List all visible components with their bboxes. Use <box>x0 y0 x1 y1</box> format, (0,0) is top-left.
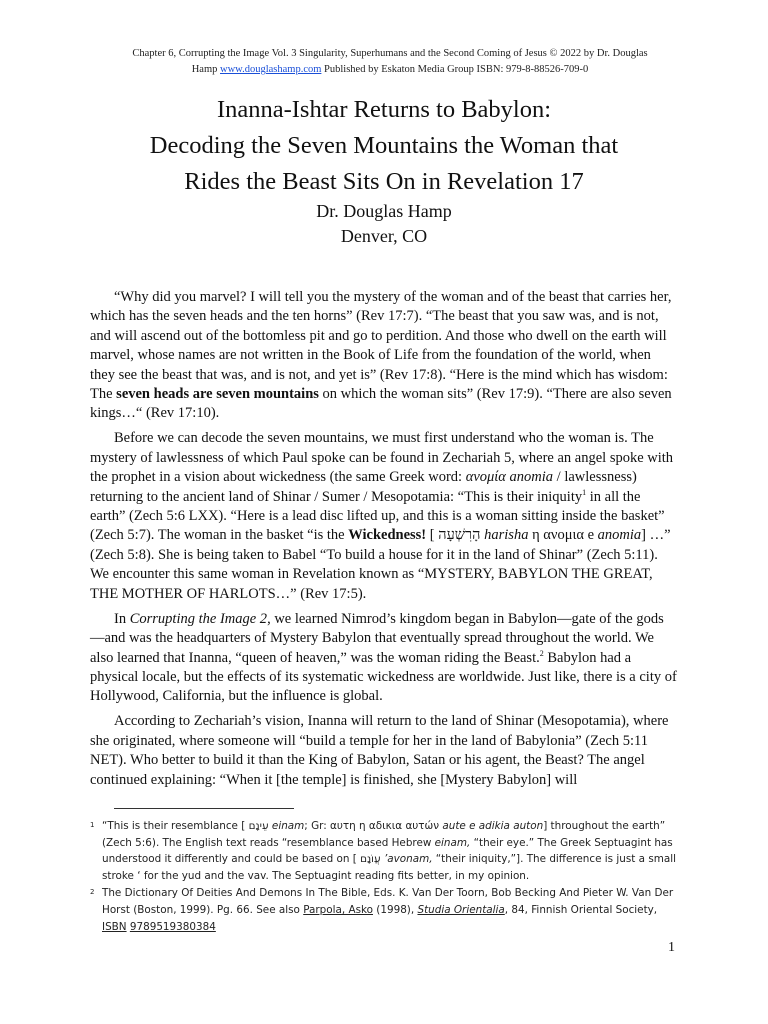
italic-text: harisha <box>484 527 529 544</box>
text-run: (1998), <box>373 903 418 916</box>
footnote-number: 1 <box>90 821 95 829</box>
text-run: , 84, Finnish Oriental Society, <box>504 903 658 916</box>
text-run: Babylon had a physical locale, but the effects of its systematic wickedness are worldwide. Just like, there is a city of Hollywood, California, but the influence is global. <box>90 649 677 705</box>
text-run: η ανομια e <box>528 527 598 544</box>
document-title <box>100 92 668 200</box>
text-run: ] throughout the earth” (Zech 5:6). The English text reads “resemblance based Hebrew <box>102 820 666 849</box>
italic-text: ’avonam, <box>383 853 433 866</box>
paragraph-4 <box>90 712 678 790</box>
body-text <box>90 288 678 796</box>
italic-text: einam, <box>434 836 471 849</box>
journal-link[interactable]: Studia Orientalia <box>417 903 505 916</box>
text-run: ] …” (Zech 5:8). She is being taken to Babel “To build a house for it in the land of Shinar” (Zech 5:11). We encounter this same woman in Revelation known as “MYSTERY, BABYLON THE GREAT, THE MOTHER OF HARLOTS…” (Rev 17:5). <box>90 527 671 602</box>
header-publisher: Published by Eskaton Media Group ISBN: 979-8-88526-709-0 <box>321 64 589 75</box>
author-block <box>100 199 668 249</box>
author-link[interactable]: Parpola, Asko <box>303 903 373 916</box>
isbn-number-link[interactable]: 9789519380384 <box>129 920 216 933</box>
footnote-number: 2 <box>90 888 95 897</box>
text-run: in all the earth” (Zech 5:6 LXX). “Here is a lead disc lifted up, and this is a woman sitting inside the basket” (Zech 5:7). The woman in the basket “is the <box>90 488 665 544</box>
isbn-link[interactable]: ISBN <box>102 920 127 933</box>
footnotes <box>90 818 678 936</box>
text-run: on which the woman sits” (Rev 17:9). “There are also seven kings…“ (Rev 17:10). <box>90 386 672 422</box>
text-run: ; Gr: αυτη η αδικια αυτών <box>304 820 443 832</box>
footnote-ref-1[interactable]: 1 <box>582 487 587 497</box>
text-run: “This is their resemblance [ עֵינָם <box>102 820 272 832</box>
title-line-2: Decoding the Seven Mountains the Woman that <box>149 132 619 159</box>
footnote-2 <box>90 885 678 935</box>
author-name: Dr. Douglas Hamp <box>316 201 452 221</box>
text-run: “their eye.” The Greek Septuagint has understood it differently and could be based on [ עֲוֹנָם <box>102 836 673 866</box>
text-run: The Dictionary Of Deities And Demons In The Bible, Eds. K. Van Der Toorn, Bob Becking And Pieter W. Van Der Horst (Boston, 1999). Pg. 66. See also <box>102 887 674 916</box>
page-number: 1 <box>668 940 675 955</box>
paragraph-3 <box>90 610 678 707</box>
running-header <box>110 46 670 78</box>
text-run: In <box>114 610 130 627</box>
text-run: According to Zechariah’s vision, Inanna will return to the land of Shinar (Mesopotamia), where she originated, where someone will “build a temple for her in the land of Babylonia” (Zech 5:11 NET). Who better to build it than the King of Babylon, Satan or his agent, the Beast? The angel continued explaining: “When it [the temple] is finished, she [Mystery Babylon] will <box>90 713 669 788</box>
italic-text: aute e adikia auton <box>442 820 544 832</box>
author-location: Denver, CO <box>340 226 428 246</box>
italic-text: anomia <box>597 527 642 544</box>
text-run: , we learned Nimrod’s kingdom began in Babylon—gate of the gods—and was the headquarters of Mystery Babylon that eventually spread throughout the world. We also learned that Inanna, “queen of heaven,” was the woman riding the Beast. <box>90 610 664 666</box>
italic-text: einam <box>271 820 305 832</box>
title-line-1: Inanna-Ishtar Returns to Babylon: <box>216 96 552 123</box>
website-link[interactable]: www.douglashamp.com <box>220 64 322 75</box>
text-run: “Why did you marvel? I will tell you the mystery of the woman and of the beast that carries her, which has the seven heads and the ten horns” (Rev 17:7). “The beast that you saw was, and is not, and will ascend out of the bottomless pit and go to perdition. And those who dwell on the earth will marvel, whose names are not written in the Book of Life from the foundation of the world, when they see the beast that was, and is not, and yet is” (Rev 17:8). “Here is the mind which has wisdom: The <box>90 289 672 403</box>
text-run: “their iniquity,”]. The difference is just a small stroke ‘ for the yud and the vav. The Septuagint reading fits better, in my opinion. <box>102 853 676 882</box>
italic-text: ανομία anomia <box>465 469 554 486</box>
footnote-ref-2[interactable]: 2 <box>539 648 544 658</box>
text-run: / lawlessness) returning to the ancient land of Shinar / Sumer / Mesopotamia: “This is their iniquity <box>90 469 637 505</box>
footnote-1 <box>90 818 678 884</box>
bold-text: seven heads are seven mountains <box>116 386 319 403</box>
hebrew-text: [ הָרִשְׁעָה <box>426 527 485 544</box>
book-title: Corrupting the Image 2 <box>129 610 268 627</box>
title-line-3: Rides the Beast Sits On in Revelation 17 <box>184 168 584 195</box>
header-line-1: Chapter 6, Corrupting the Image Vol. 3 Singularity, Superhumans and the Second Coming of Jesus © 2022 by Dr. Douglas <box>132 48 648 59</box>
text-run: Before we can decode the seven mountains, we must first understand who the woman is. The mystery of lawlessness of which Paul spoke can be found in Zechariah 5, where an angel spoke with the prophet in a vision about wickedness (the same Greek word: <box>90 430 674 486</box>
paragraph-2 <box>90 429 678 604</box>
paragraph-1 <box>90 288 678 424</box>
bold-text: Wickedness! <box>348 527 427 544</box>
header-author: Hamp <box>191 64 221 75</box>
footnote-separator <box>114 808 294 809</box>
header-line-2 <box>110 62 670 78</box>
